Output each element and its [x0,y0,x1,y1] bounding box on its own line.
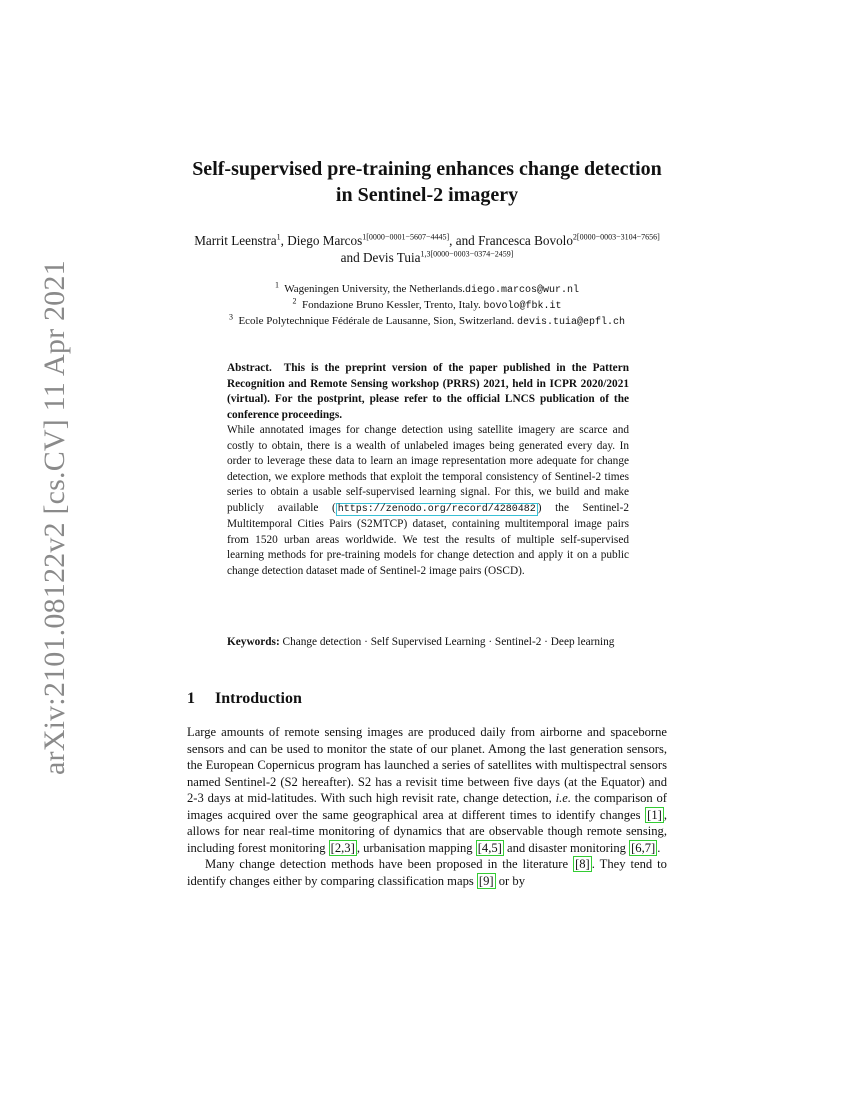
author-orcid: 1,3[0000−0003−0374−2459] [420,249,514,259]
author-name: , Diego Marcos [280,233,363,248]
email-link[interactable]: bovolo@fbk.it [483,301,562,312]
abstract-text: ) the Sentinel-2 Multitemporal Cities Pairs (S2MTCP) dataset, containing multitemporal image pairs from 1520 urban areas worldwide. We test the results of multiple self-supervised learning methods for pre-training models for change detection and apply it on a public change detection dataset made of Sentinel-2 image pairs (OSCD). [227,501,629,577]
dataset-link[interactable]: https://zenodo.org/record/4280482 [337,503,536,515]
citation-link[interactable]: [1] [647,807,662,822]
citation-link[interactable]: [8] [575,857,590,871]
abstract-text: While annotated images for change detection using satellite imagery are scarce and costly to obtain, there is a wealth of unlabeled images being generated every day. In order to leverage these data to learn an image representation more adequate for change detection, we explore methods that exploit the temporal consistency of Sentinel-2 times series to obtain a usable self-supervised learning signal. For this, we build and make publicly available ( [227,424,629,514]
abstract-label: Abstract. [227,362,272,374]
citation-link[interactable]: [6,7] [631,840,656,855]
keywords [227,635,629,651]
author-name: and Devis Tuia [340,250,421,265]
abstract-preprint-note: This is the preprint version of the paper published in the Pattern Recognition and Remote Sensing workshop (PRRS) 2021, held in ICPR 2020/2021 (virtual). For the postprint, please refer to the official LNCS publication of the conference proceedings. [227,362,629,421]
section-heading [187,690,302,708]
arxiv-identifier[interactable]: arXiv:2101.08122v2 [cs.CV] 11 Apr 2021 [38,260,71,775]
paragraph: Large amounts of remote sensing images are produced daily from airborne and spaceborne sensors and can be used to monitor the state of our planet. Among the last generation sensors, the European Copernicus program has launched a series of satellites with multispectral sensors named Sentinel-2 (S2 hereafter). S2 has a revisit time between five days (at the Equator) and 2-3 days at mid-latitudes. With such high revisit rate, change detection, i.e. the comparison of images acquired over the same geographical area at different times to identify changes [1] , allows for near real-time monitoring of dynamics that are observable though remote sensing, including forest monitoring [2,3] , urbanisation mapping [4,5] and disaster monitoring [6,7] . [187,725,667,855]
body-text [187,724,667,889]
affiliation-3: $^3$ Ecole Polytechnique Fédérale de Lausanne, Sion, Switzerland. devis.tuia@epfl.ch [228,312,626,328]
author-orcid: 1[0000−0001−5607−4445] [362,232,450,242]
keywords-label: Keywords: [227,636,280,648]
author-name: Marrit Leenstra [194,233,277,248]
citation-link[interactable]: [2,3] [330,840,355,855]
affiliations [187,282,667,330]
author-list [187,232,667,266]
abstract [227,361,629,579]
email-link[interactable]: devis.tuia@epfl.ch [517,317,626,328]
author-superscript: 1 [276,232,281,242]
paper-title: Self-supervised pre-training enhances change detection in Sentinel-2 imagery [192,158,662,206]
section-title: Introduction [215,690,302,707]
author-orcid: 2[0000−0003−3104−7656] [572,232,660,242]
paragraph: Many change detection methods have been proposed in the literature [8] . They tend to identify changes either by comparing classification maps [9] or by [187,857,667,888]
email-link[interactable]: diego.marcos@wur.nl [465,285,580,296]
citation-link[interactable]: [4,5] [477,840,502,855]
author-name: , and Francesca Bovolo [449,233,573,248]
section-number: 1 [187,690,195,707]
arxiv-sidebar [18,260,71,775]
keywords-text: Change detection · Self Supervised Learning · Sentinel-2 · Deep learning [282,636,615,648]
affiliation-1: $^1$ Wageningen University, the Netherlands.diego.marcos@wur.nl [274,280,580,296]
citation-link[interactable]: [9] [478,873,494,888]
affiliation-2: $^2$ Fondazione Bruno Kessler, Trento, Italy. bovolo@fbk.it [292,296,562,312]
